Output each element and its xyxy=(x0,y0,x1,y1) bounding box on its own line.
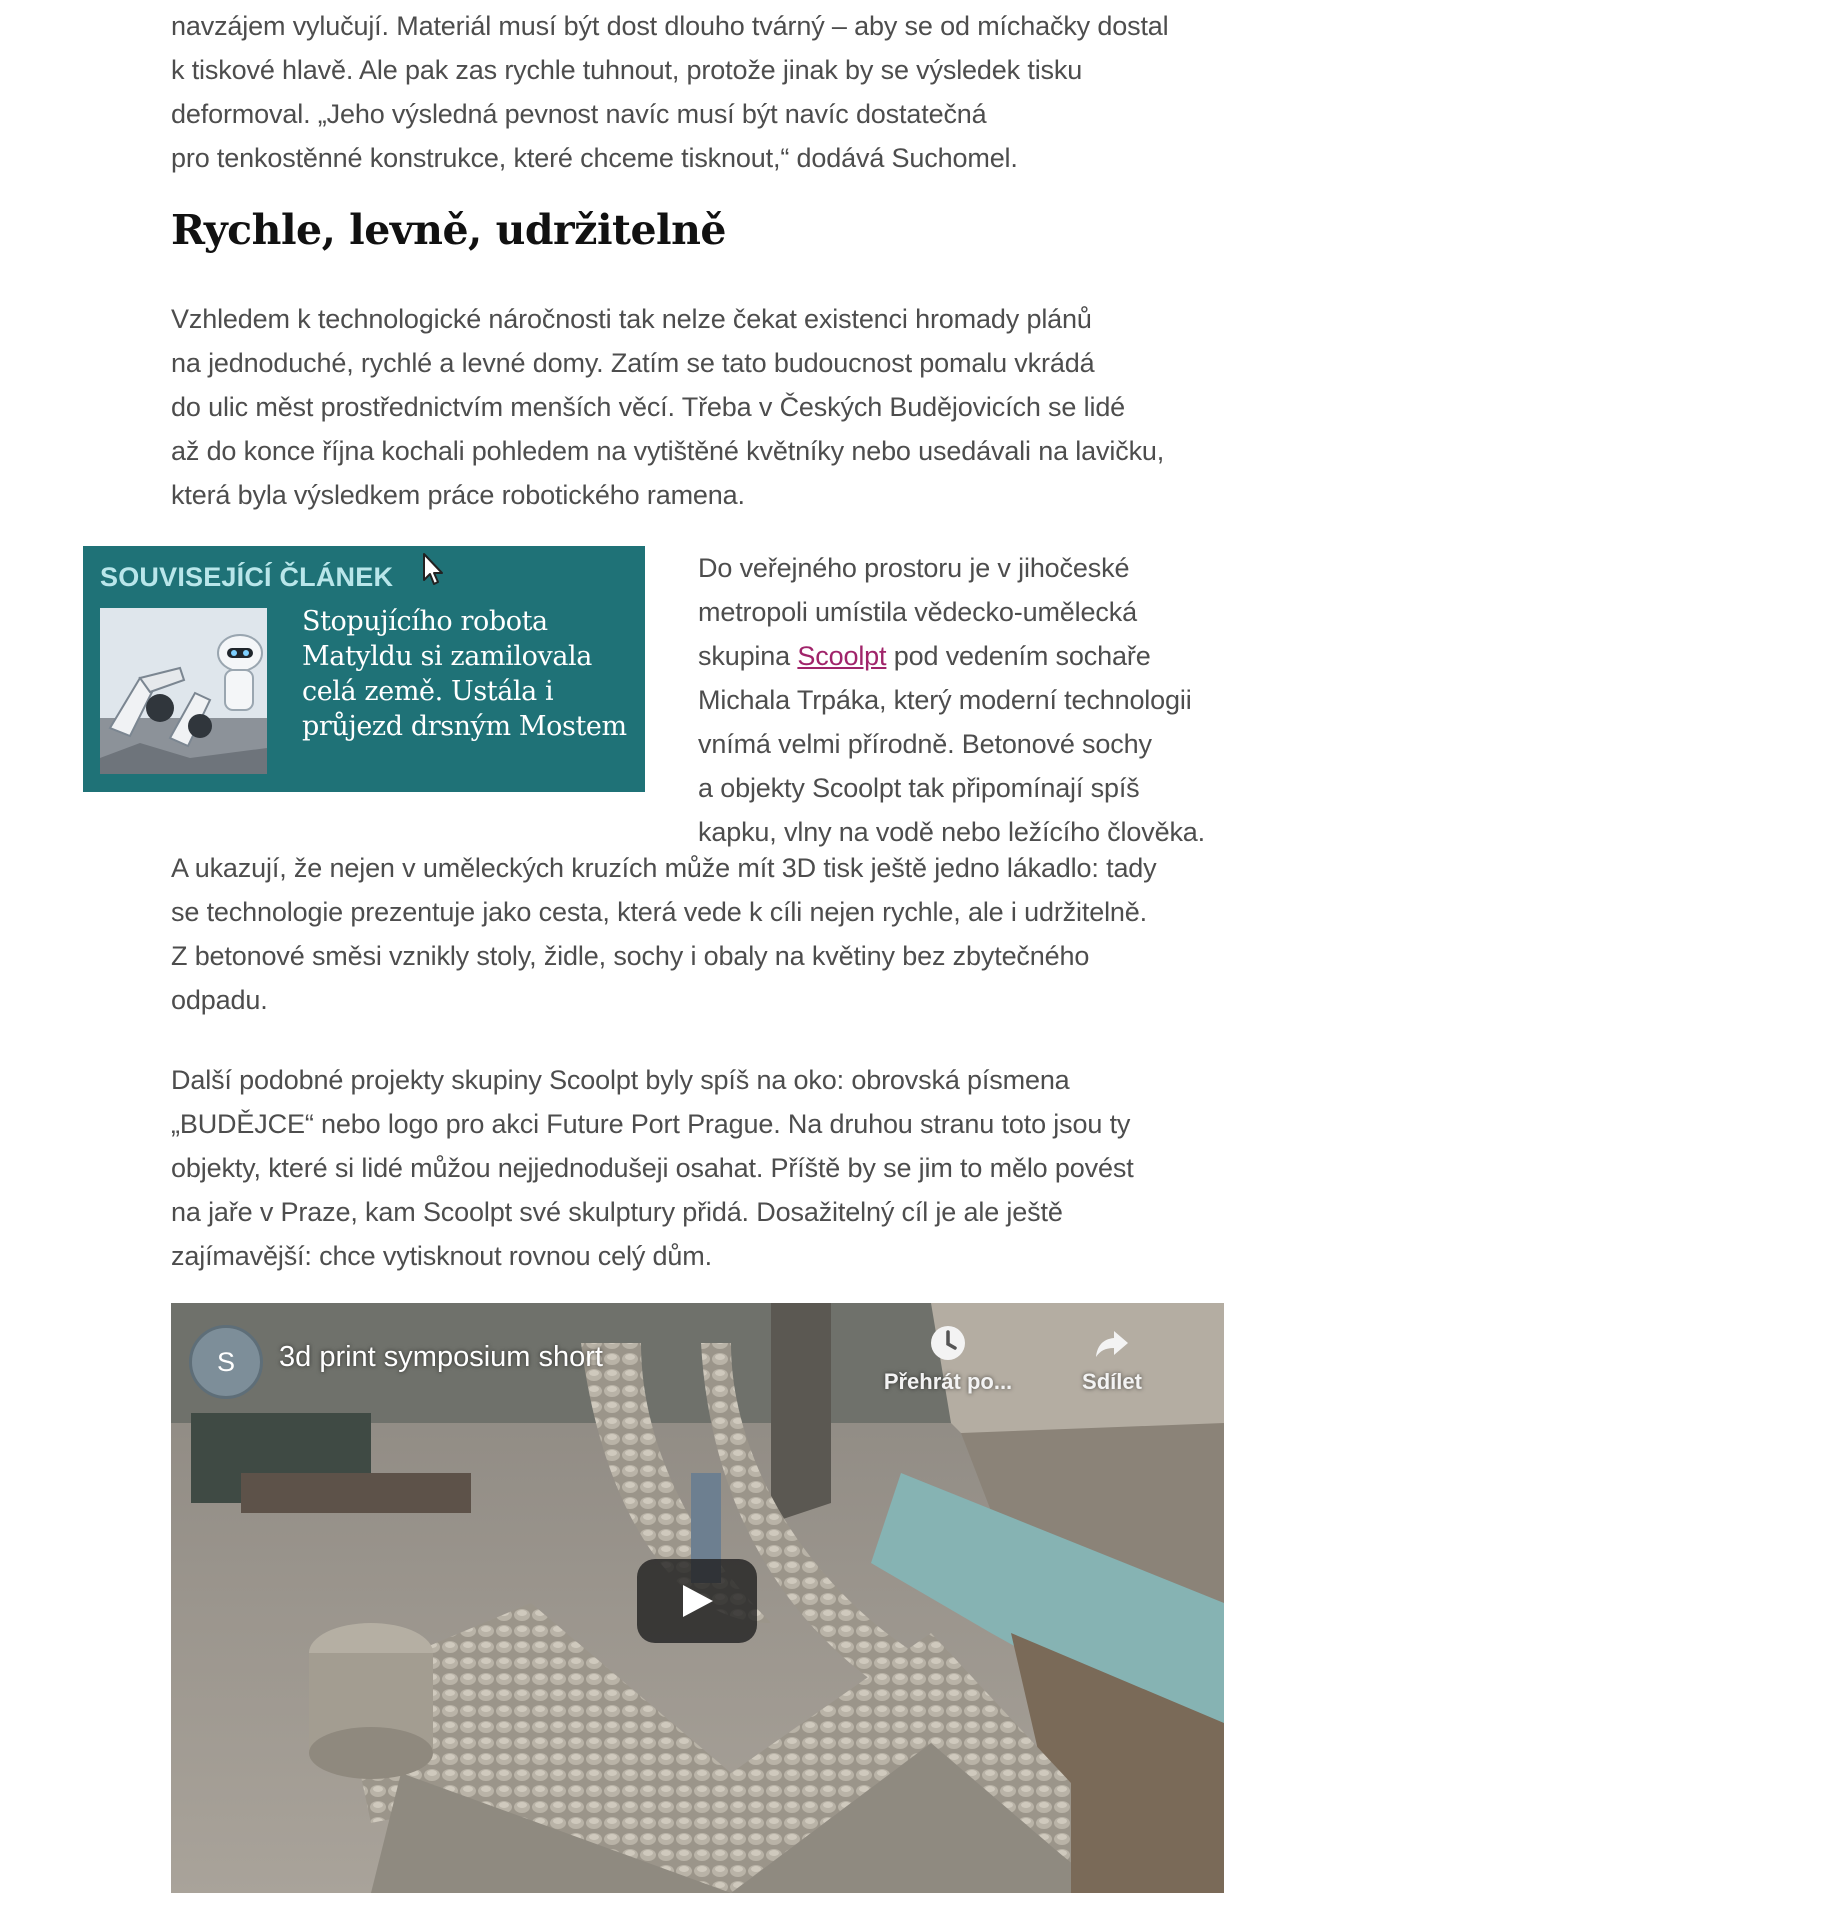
text-line: „BUDĚJCE“ nebo logo pro akci Future Port Prague. Na druhou stranu toto jsou ty xyxy=(171,1109,1131,1139)
text-line: pro tenkostěnné konstrukce, které chceme tisknout,“ dodává Suchomel. xyxy=(171,143,1018,173)
text-line: Vzhledem k technologické náročnosti tak nelze čekat existenci hromady plánů xyxy=(171,304,1092,334)
paragraph-3-beside-box xyxy=(698,546,1205,854)
text-line: Z betonové směsi vznikly stoly, židle, sochy i obaly na květiny bez zbytečného xyxy=(171,941,1090,971)
title-line: Matyldu si zamilovala xyxy=(302,641,592,672)
text-line: se technologie prezentuje jako cesta, která vede k cíli nejen rychle, ale i udržitelně. xyxy=(171,897,1148,927)
robot-thumbnail-image xyxy=(100,608,267,774)
text-line: vnímá velmi přírodně. Betonové sochy xyxy=(698,729,1152,759)
watch-later-label: Přehrát po... xyxy=(883,1369,1013,1394)
related-article-label: SOUVISEJÍCÍ ČLÁNEK xyxy=(100,562,394,592)
text-fragment: skupina xyxy=(698,641,798,671)
share-arrow-icon xyxy=(1092,1323,1132,1363)
video-title[interactable]: 3d print symposium short xyxy=(279,1341,603,1373)
play-icon xyxy=(677,1581,717,1621)
paragraph-2 xyxy=(171,297,1164,517)
share-button[interactable] xyxy=(1037,1323,1187,1395)
play-button[interactable] xyxy=(637,1559,757,1643)
text-line: A ukazují, že nejen v uměleckých kruzích může mít 3D tisk ještě jedno lákadlo: tady xyxy=(171,853,1157,883)
text-line: která byla výsledkem práce robotického ramena. xyxy=(171,480,745,510)
text-line: a objekty Scoolpt tak připomínají spíš xyxy=(698,773,1140,803)
scoolpt-link[interactable]: Scoolpt xyxy=(797,641,887,671)
video-channel-avatar[interactable]: S xyxy=(189,1325,263,1399)
related-article-thumbnail[interactable] xyxy=(100,608,267,774)
text-line xyxy=(698,634,1205,678)
related-article-box[interactable] xyxy=(83,546,645,792)
text-fragment: pod vedením sochaře xyxy=(886,641,1151,671)
text-line: Michala Trpáka, který moderní technologii xyxy=(698,685,1192,715)
text-line: až do konce října kochali pohledem na vytištěné květníky nebo usedávali na lavičku, xyxy=(171,436,1165,466)
text-line: na jaře v Praze, kam Scoolpt své skulptury přidá. Dosažitelný cíl je ale ještě xyxy=(171,1197,1063,1227)
text-line: metropoli umístila vědecko-umělecká xyxy=(698,597,1137,627)
text-line: odpadu. xyxy=(171,985,268,1015)
video-embed[interactable] xyxy=(171,1303,1224,1893)
mouse-pointer-icon xyxy=(422,552,444,586)
watch-later-button[interactable] xyxy=(873,1323,1023,1395)
text-line: na jednoduché, rychlé a levné domy. Zatím se tato budoucnost pomalu vkrádá xyxy=(171,348,1095,378)
text-line: k tiskové hlavě. Ale pak zas rychle tuhnout, protože jinak by se výsledek tisku xyxy=(171,55,1083,85)
text-line: kapku, vlny na vodě nebo ležícího člověka. xyxy=(698,817,1206,847)
related-article-title[interactable] xyxy=(302,604,632,744)
text-line: do ulic měst prostřednictvím menších věcí. Třeba v Českých Budějovicích se lidé xyxy=(171,392,1126,422)
text-line: objekty, které si lidé můžou nejjednodušeji osahat. Příště by se jim to mělo povést xyxy=(171,1153,1134,1183)
text-line: navzájem vylučují. Materiál musí být dost dlouho tvárný – aby se od míchačky dostal xyxy=(171,11,1169,41)
title-line: průjezd drsným Mostem xyxy=(302,711,627,742)
title-line: celá země. Ustála i xyxy=(302,676,554,707)
paragraph-3-continued xyxy=(171,846,1157,1022)
text-line: Do veřejného prostoru je v jihočeské xyxy=(698,553,1130,583)
title-line: Stopujícího robota xyxy=(302,606,548,637)
section-heading: Rychle, levně, udržitelně xyxy=(171,206,727,254)
text-line: Další podobné projekty skupiny Scoolpt byly spíš na oko: obrovská písmena xyxy=(171,1065,1070,1095)
text-line: zajímavější: chce vytisknout rovnou celý dům. xyxy=(171,1241,712,1271)
share-label: Sdílet xyxy=(1082,1369,1142,1394)
paragraph-intro xyxy=(171,4,1169,180)
text-line: deformoval. „Jeho výsledná pevnost navíc musí být navíc dostatečná xyxy=(171,99,987,129)
clock-icon xyxy=(928,1323,968,1363)
paragraph-4 xyxy=(171,1058,1134,1278)
